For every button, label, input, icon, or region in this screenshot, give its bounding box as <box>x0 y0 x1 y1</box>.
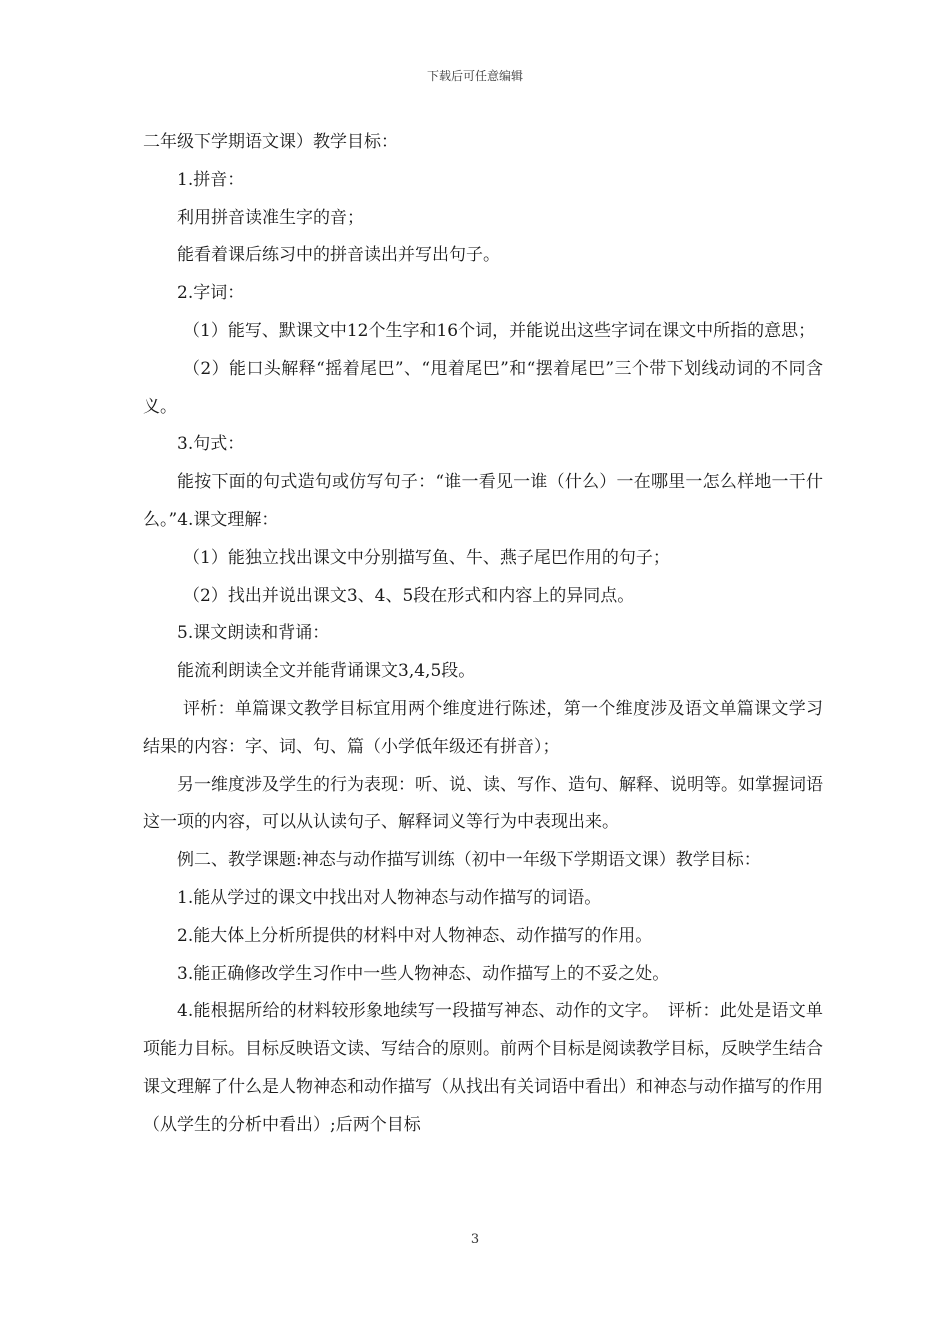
paragraph: 例二、教学课题:神态与动作描写训练（初中一年级下学期语文课）教学目标： <box>177 850 761 871</box>
page-number: 3 <box>470 1232 480 1247</box>
paragraph: 5.课文朗读和背诵： <box>177 623 330 644</box>
paragraph: 另一维度涉及学生的行为表现：听、说、读、写作、造句、解释、说明等。如掌握词语这一项的内容，可以从认读句子、解释词义等行为中表现出来。 <box>143 774 823 833</box>
page-header: 下载后可任意编辑 <box>426 69 523 83</box>
paragraph: 二年级下学期语文课）教学目标： <box>143 132 398 152</box>
document-body <box>143 124 823 1145</box>
paragraph: （2）找出并说出课文3、4、5段在形式和内容上的异同点。 <box>183 585 635 606</box>
paragraph: （2）能口头解释“摇着尾巴”、“甩着尾巴”和“摆着尾巴”三个带下划线动词的不同含义。 <box>143 358 823 417</box>
paragraph: 4.能根据所给的材料较形象地续写一段描写神态、动作的文字。 评析：此处是语文单项能力目标。目标反映语文读、写结合的原则。前两个目标是阅读教学目标，反映学生结合课文理解了什么是人物神态和动作描写（从找出有关词语中看出）和神态与动作描写的作用（从学生的分析中看出）;后两个目标 <box>143 1001 823 1135</box>
paragraph: 3.能正确修改学生习作中一些人物神态、动作描写上的不妥之处。 <box>177 963 670 984</box>
paragraph: （1）能写、默课文中12个生字和16个词，并能说出这些字词在课文中所指的意思； <box>183 320 816 341</box>
paragraph: 2.能大体上分析所提供的材料中对人物神态、动作描写的作用。 <box>177 925 653 946</box>
paragraph: 能流利朗读全文并能背诵课文3,4,5段。 <box>177 661 476 682</box>
paragraph: （1）能独立找出课文中分别描写鱼、牛、燕子尾巴作用的句子； <box>183 547 670 568</box>
paragraph: 能按下面的句式造句或仿写句子：“谁一看见一谁（什么）一在哪里一怎么样地一干什么。”4.课文理解： <box>143 472 823 530</box>
paragraph: 3.句式： <box>177 434 245 455</box>
paragraph: 1.能从学过的课文中找出对人物神态与动作描写的词语。 <box>177 887 602 908</box>
paragraph: 1.拼音： <box>177 169 245 190</box>
paragraph: 能看着课后练习中的拼音读出并写出句子。 <box>177 245 500 266</box>
paragraph: 利用拼音读准生字的音； <box>177 207 364 228</box>
paragraph: 评析：单篇课文教学目标宜用两个维度进行陈述，第一个维度涉及语文单篇课文学习结果的内容：字、词、句、篇（小学低年级还有拼音）； <box>143 698 823 757</box>
paragraph: 2.字词： <box>177 283 245 304</box>
